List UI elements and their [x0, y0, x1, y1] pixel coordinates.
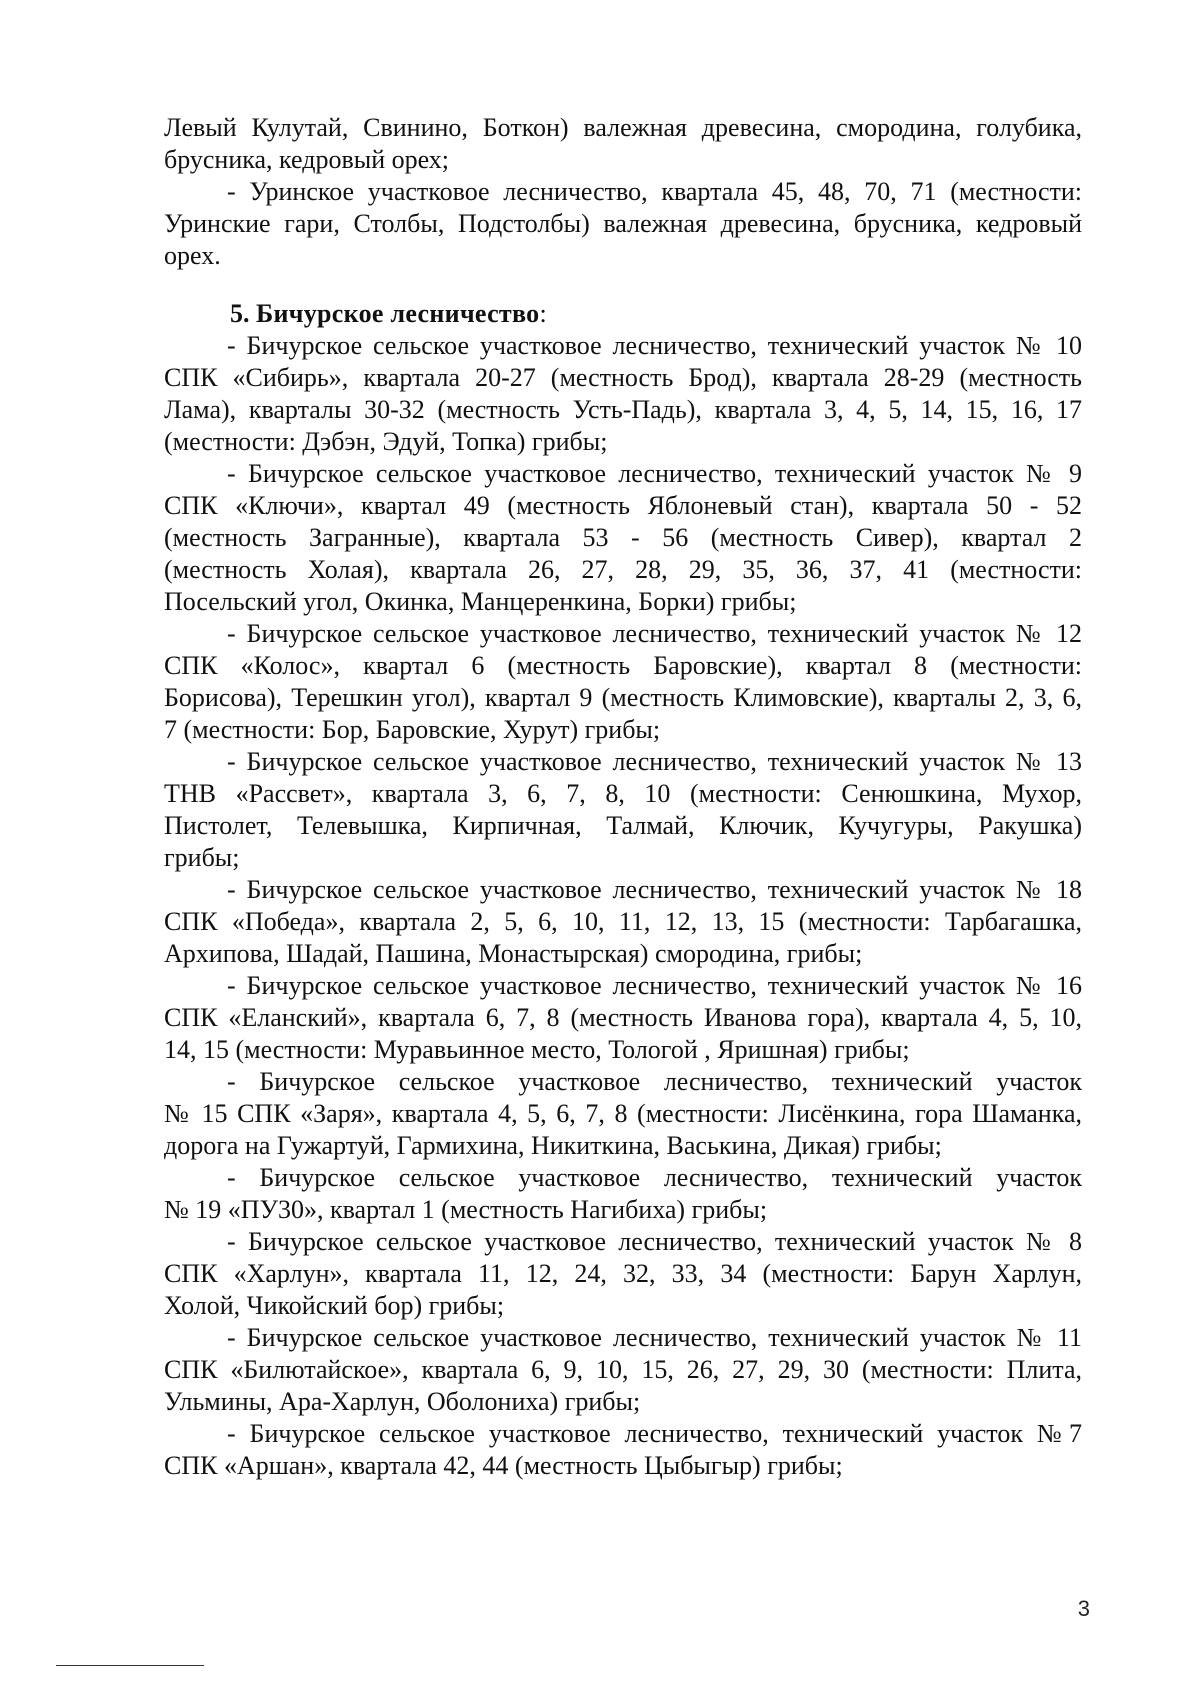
paragraph-line: - Бичурское сельское участковое лесничество, технический участок	[227, 1163, 1082, 1192]
paragraph-line: Левый Кулутай, Свинино, Боткон) валежная древесина, смородина, голубика,	[164, 113, 1082, 142]
paragraph-line: - Бичурское сельское участковое лесничество, технический участок	[227, 1067, 1082, 1096]
paragraph-line: СПК «Сибирь», квартала 20-27 (местность Брод), квартала 28-29 (местность	[164, 363, 1082, 392]
paragraph-line: - Бичурское сельское участковое лесничество, технический участок № 13	[227, 747, 1082, 776]
section-title-suffix: :	[539, 299, 547, 328]
paragraph-line: Пистолет, Телевышка, Кирпичная, Талмай, Ключик, Кучугуры, Ракушка)	[164, 811, 1082, 840]
paragraph-line: Холой, Чикойский бор) грибы;	[164, 1291, 505, 1320]
paragraph-line: брусника, кедровый орех;	[164, 145, 450, 174]
paragraph-line: орех.	[164, 241, 221, 270]
paragraph-line: СПК «Еланский», квартала 6, 7, 8 (местность Иванова гора), квартала 4, 5, 10,	[164, 1003, 1082, 1032]
paragraph-line: - Уринское участковое лесничество, квартала 45, 48, 70, 71 (местности:	[227, 177, 1082, 206]
paragraph-line: - Бичурское сельское участковое лесничество, технический участок № 18	[227, 875, 1082, 904]
paragraph-line: (местность Загранные), квартала 53 - 56 (местность Сивер), квартал 2	[164, 523, 1082, 552]
paragraph-line: - Бичурское сельское участковое лесничество, технический участок № 11	[227, 1323, 1082, 1352]
paragraph-line: Борисова), Терешкин угол), квартал 9 (местность Климовские), кварталы 2, 3, 6,	[164, 683, 1082, 712]
paragraph-line: Ульмины, Ара-Харлун, Оболониха) грибы;	[164, 1387, 641, 1416]
paragraph-line: Уринские гари, Столбы, Подстолбы) валежная древесина, брусника, кедровый	[164, 209, 1082, 238]
paragraph-line: Архипова, Шадай, Пашина, Монастырская) смородина, грибы;	[164, 939, 863, 968]
paragraph-line: - Бичурское сельское участковое лесничество, технический участок № 9	[227, 459, 1082, 488]
paragraph-line: 7 (местности: Бор, Баровские, Хурут) грибы;	[164, 715, 661, 744]
paragraph-line: Посельский угол, Окинка, Манцеренкина, Борки) грибы;	[164, 587, 797, 616]
paragraph-line: № 15 СПК «Заря», квартала 4, 5, 6, 7, 8 (местности: Лисёнкина, гора Шаманка,	[164, 1099, 1082, 1128]
section-heading	[230, 298, 1148, 330]
paragraph-line: СПК «Победа», квартала 2, 5, 6, 10, 11, 12, 13, 15 (местности: Тарбагашка,	[164, 907, 1082, 936]
paragraph-line: СПК «Аршан», квартала 42, 44 (местность Цыбыгыр) грибы;	[164, 1451, 843, 1480]
footnote-separator	[56, 1665, 204, 1666]
paragraph-line: (местности: Дэбэн, Эдуй, Топка) грибы;	[164, 427, 608, 456]
section-number: 5.	[230, 299, 250, 328]
paragraph-line: - Бичурское сельское участковое лесничество, технический участок № 16	[227, 971, 1082, 1000]
paragraph-line: ТНВ «Рассвет», квартала 3, 6, 7, 8, 10 (местности: Сенюшкина, Мухор,	[164, 779, 1082, 808]
paragraph-line: - Бичурское сельское участковое лесничество, технический участок №7	[227, 1419, 1082, 1448]
paragraph-line: СПК «Харлун», квартала 11, 12, 24, 32, 33, 34 (местности: Барун Харлун,	[164, 1259, 1082, 1288]
paragraph-line: - Бичурское сельское участковое лесничество, технический участок № 8	[227, 1227, 1082, 1256]
paragraph-line: грибы;	[164, 843, 240, 872]
page-number: 3	[1077, 1596, 1090, 1621]
paragraph-line: СПК «Ключи», квартал 49 (местность Яблоневый стан), квартала 50 - 52	[164, 491, 1082, 520]
paragraph-line: № 19 «ПУ30», квартал 1 (местность Нагибиха) грибы;	[164, 1195, 768, 1224]
paragraph-line: дорога на Гужартуй, Гармихина, Никиткина, Васькина, Дикая) грибы;	[164, 1131, 942, 1160]
paragraph-line: - Бичурское сельское участковое лесничество, технический участок № 10	[227, 331, 1082, 360]
paragraph-line: СПК «Билютайское», квартала 6, 9, 10, 15, 26, 27, 29, 30 (местности: Плита,	[164, 1355, 1082, 1384]
paragraph-line: Лама), кварталы 30-32 (местность Усть-Падь), квартала 3, 4, 5, 14, 15, 16, 17	[164, 395, 1082, 424]
section-title: Бичурское лесничество	[256, 299, 540, 328]
paragraph-line: СПК «Колос», квартал 6 (местность Баровские), квартал 8 (местности:	[164, 651, 1082, 680]
paragraph-line: - Бичурское сельское участковое лесничество, технический участок № 12	[227, 619, 1082, 648]
paragraph-line: (местность Холая), квартала 26, 27, 28, 29, 35, 36, 37, 41 (местности:	[164, 555, 1082, 584]
paragraph-line: 14, 15 (местности: Муравьинное место, Тологой , Яришная) грибы;	[164, 1035, 910, 1064]
